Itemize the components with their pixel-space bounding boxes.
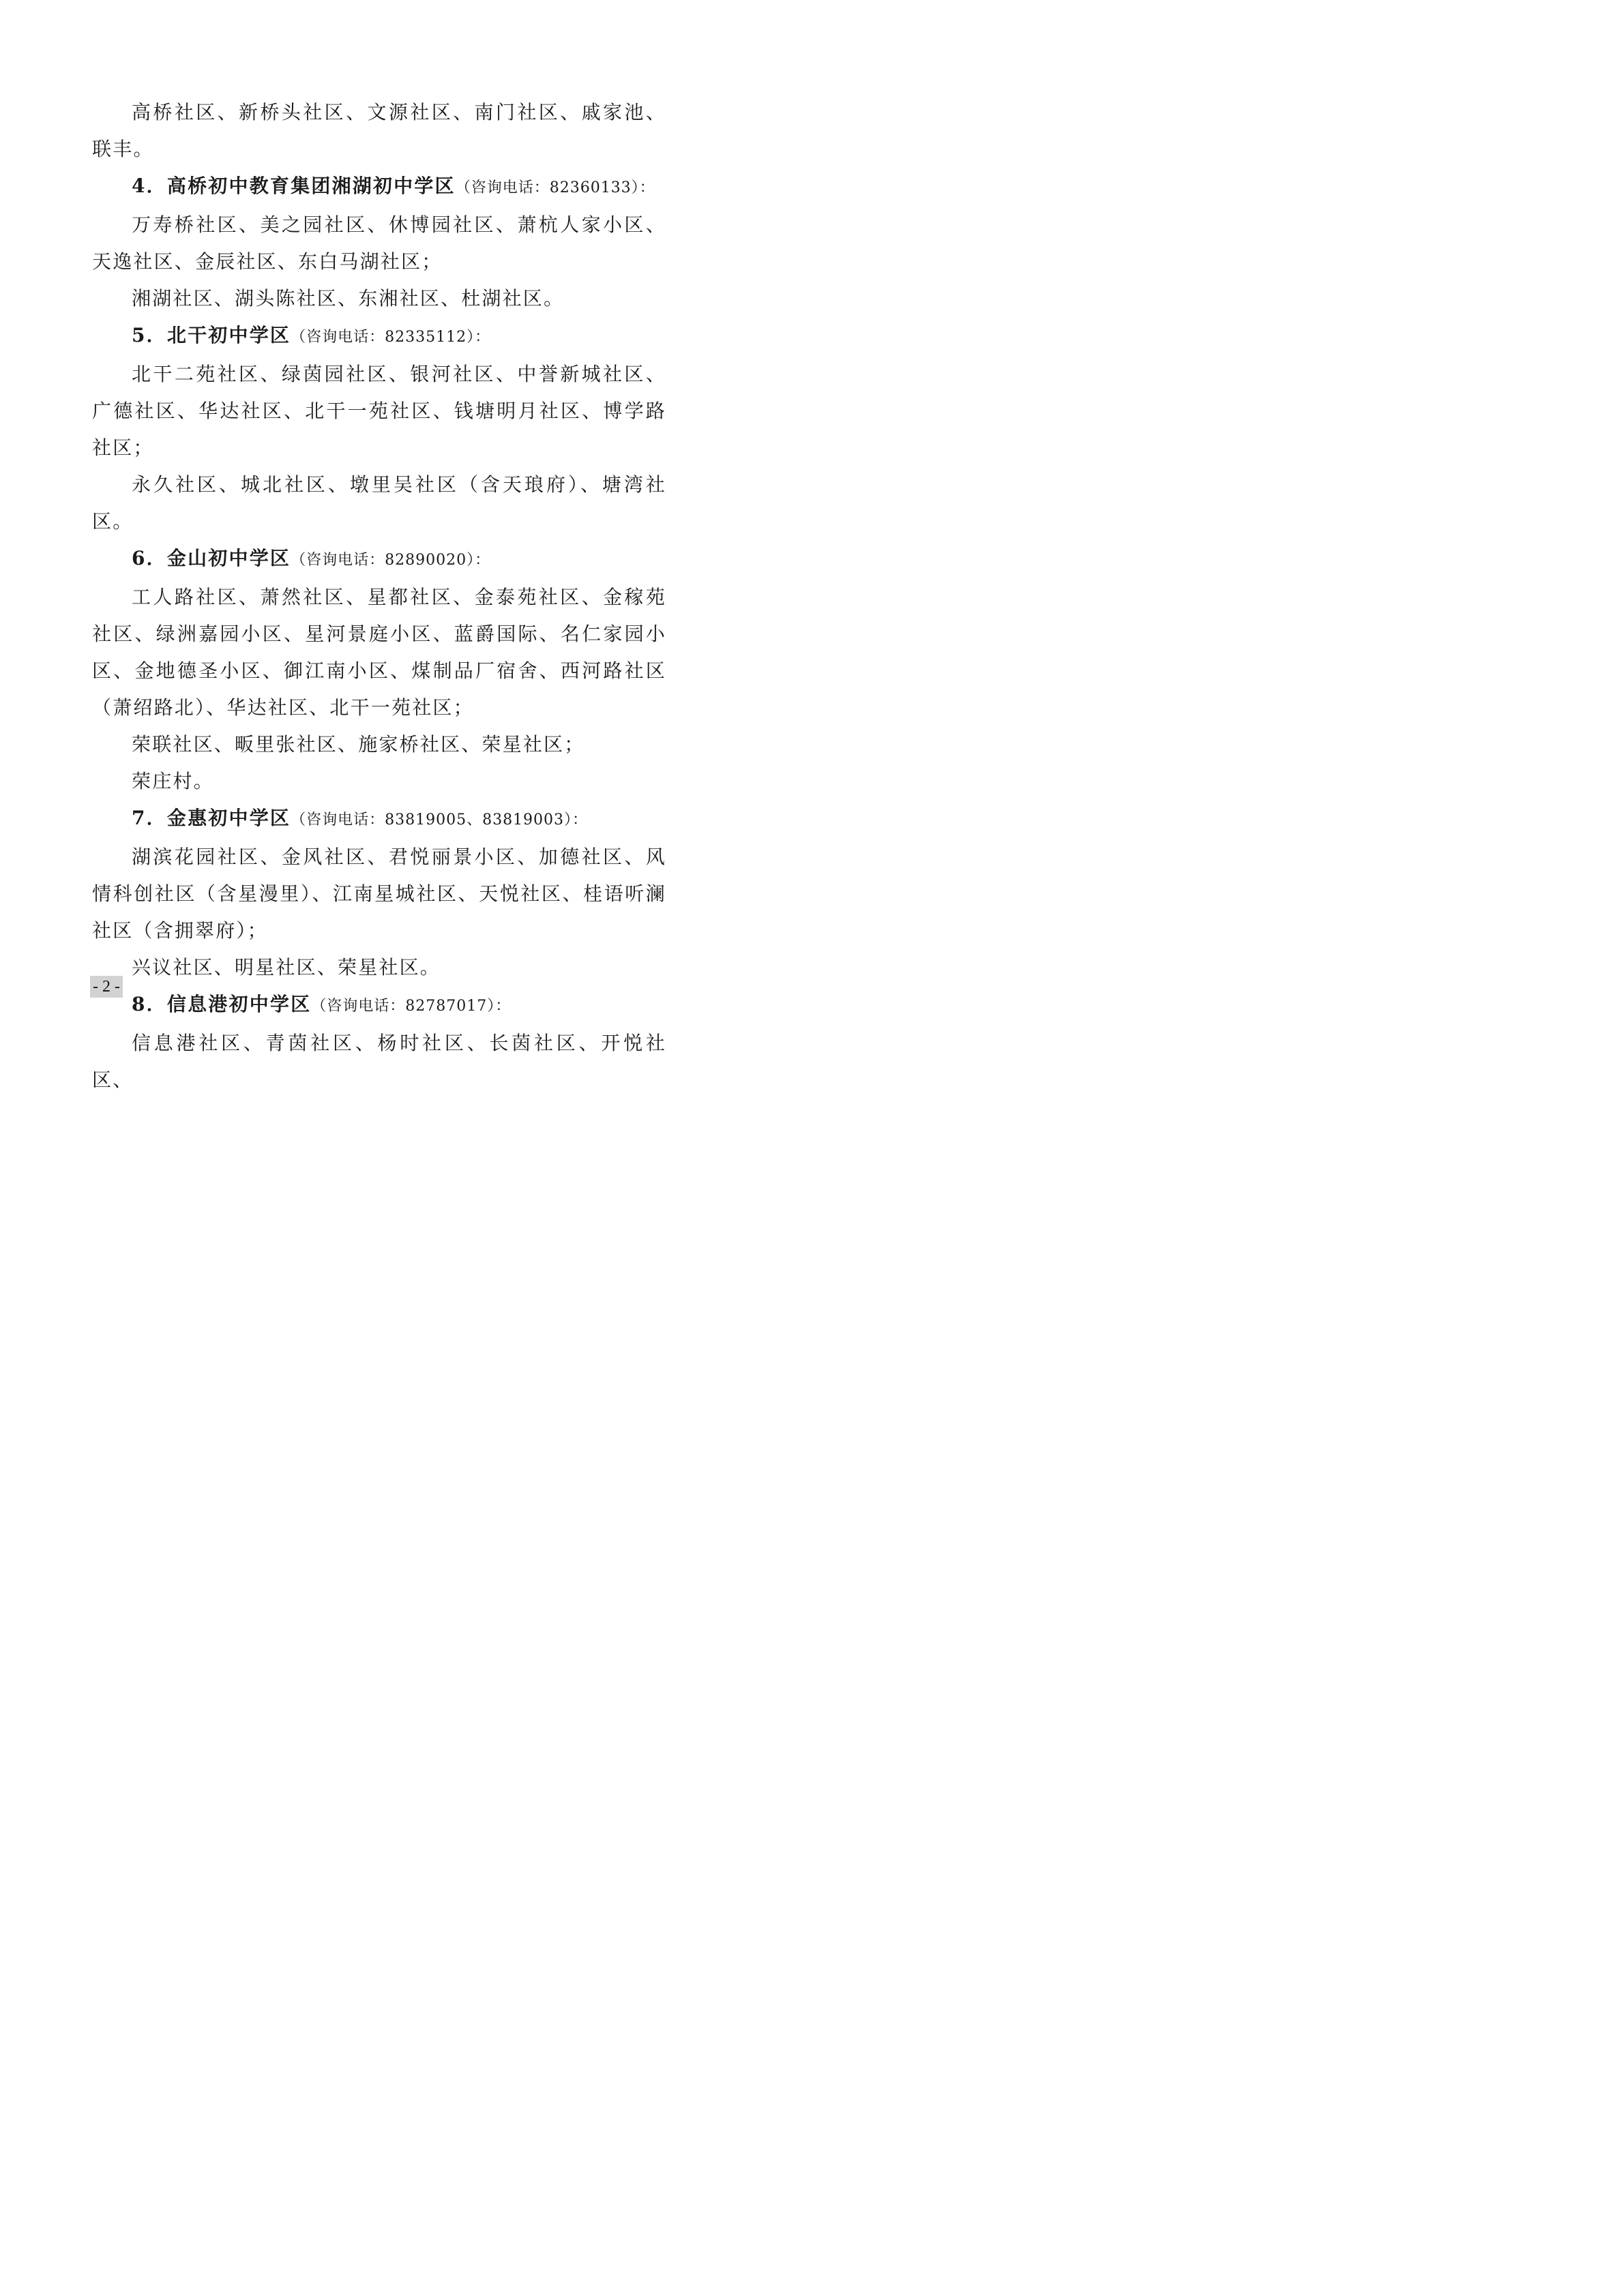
paragraph: 永久社区、城北社区、墩里吴社区（含天琅府）、塘湾社区。 bbox=[92, 473, 666, 533]
section-number: 4． bbox=[132, 175, 167, 197]
section-title: 金惠初中学区 bbox=[166, 807, 291, 829]
section-title: 信息港初中学区 bbox=[166, 993, 312, 1015]
section-title: 金山初中学区 bbox=[166, 547, 291, 569]
section-heading-7 bbox=[92, 800, 666, 839]
section-number: 6． bbox=[132, 547, 167, 569]
paragraph: 万寿桥社区、美之园社区、休博园社区、萧杭人家小区、天逸社区、金辰社区、东白马湖社区； bbox=[92, 213, 666, 273]
contact-phone: （咨询电话：82360133）： bbox=[455, 179, 655, 196]
section-heading-5 bbox=[92, 317, 666, 356]
contact-phone: （咨询电话：82890020）： bbox=[291, 552, 491, 569]
contact-phone: （咨询电话：82787017）： bbox=[311, 998, 512, 1015]
paragraph: 高桥社区、新桥头社区、文源社区、南门社区、戚家池、联丰。 bbox=[92, 101, 666, 160]
document-page bbox=[0, 0, 753, 1091]
contact-phone: （咨询电话：82335112）： bbox=[291, 329, 491, 346]
section-title: 北干初中学区 bbox=[166, 324, 291, 346]
section-number: 7． bbox=[132, 807, 167, 829]
paragraph: 湖滨花园社区、金风社区、君悦丽景小区、加德社区、风情科创社区（含星漫里）、江南星城社区、天悦社区、桂语听澜社区（含拥翠府）； bbox=[92, 846, 666, 942]
section-title: 高桥初中教育集团湘湖初中学区 bbox=[166, 175, 456, 197]
paragraph: 湘湖社区、湖头陈社区、东湘社区、杜湖社区。 bbox=[132, 287, 565, 310]
paragraph: 工人路社区、萧然社区、星都社区、金泰苑社区、金稼苑社区、绿洲嘉园小区、星河景庭小区、蓝爵国际、名仁家园小区、金地德圣小区、御江南小区、煤制品厂宿舍、西河路社区（萧绍路北）、华达社区、北干一苑社区； bbox=[92, 586, 666, 719]
page-number: - 2 - bbox=[90, 976, 123, 998]
section-heading-8 bbox=[92, 986, 666, 1025]
section-number: 8． bbox=[132, 993, 167, 1015]
body-text bbox=[92, 94, 666, 1099]
contact-phone: （咨询电话：83819005、83819003）： bbox=[291, 811, 589, 829]
paragraph: 兴议社区、明星社区、荣星社区。 bbox=[132, 956, 441, 979]
paragraph: 荣庄村。 bbox=[132, 770, 214, 792]
section-number: 5． bbox=[132, 324, 167, 346]
section-heading-4 bbox=[92, 168, 666, 207]
paragraph: 信息港社区、青茵社区、杨时社区、长茵社区、开悦社区、 bbox=[92, 1032, 666, 1091]
paragraph: 荣联社区、畈里张社区、施家桥社区、荣星社区； bbox=[132, 733, 585, 756]
paragraph: 北干二苑社区、绿茵园社区、银河社区、中誉新城社区、广德社区、华达社区、北干一苑社区、钱塘明月社区、博学路社区； bbox=[92, 363, 666, 459]
section-heading-6 bbox=[92, 540, 666, 579]
